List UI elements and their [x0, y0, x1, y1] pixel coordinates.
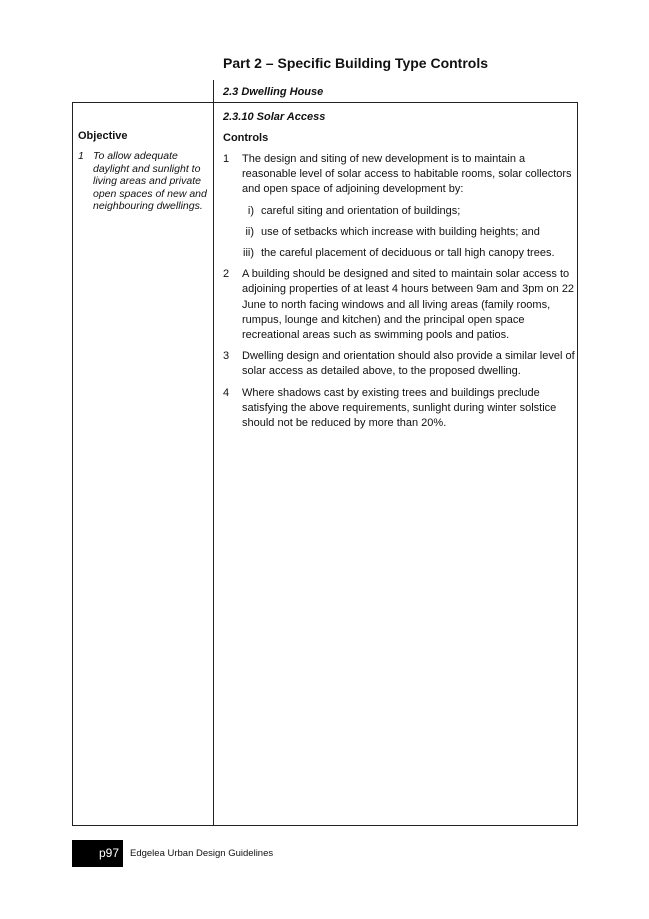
- control-item: [223, 349, 575, 379]
- control-item-text: The design and siting of new development is to maintain a reasonable level of solar access to habitable rooms, solar collectors and open space of adjoining development by:: [242, 153, 572, 196]
- controls-heading: Controls: [223, 132, 269, 144]
- control-item-text: Dwelling design and orientation should also provide a similar level of solar access as detailed above, to the proposed dwelling.: [242, 350, 575, 378]
- control-item: [223, 386, 575, 432]
- sub-item-text: use of setbacks which increase with building heights; and: [261, 225, 540, 238]
- objective-item-number: 1: [78, 150, 84, 162]
- sub-item-numeral: i): [247, 204, 254, 217]
- control-sub-item: [242, 246, 575, 261]
- control-sub-item: [242, 204, 575, 219]
- control-item-number: 4: [223, 386, 230, 399]
- sub-item-numeral: ii): [245, 225, 254, 238]
- page-number-badge: p97: [72, 840, 123, 867]
- control-item-number: 1: [223, 153, 230, 165]
- objective-item: [78, 150, 210, 213]
- objective-heading: Objective: [78, 130, 128, 142]
- part-title: Part 2 – Specific Building Type Controls: [223, 55, 489, 71]
- control-item: [223, 152, 575, 261]
- sub-item-numeral: iii): [243, 247, 254, 260]
- control-item: [223, 267, 575, 343]
- control-item-number: 2: [223, 268, 230, 281]
- content-table: [72, 102, 578, 826]
- section-title: 2.3 Dwelling House: [223, 86, 324, 98]
- column-divider: [213, 103, 214, 825]
- footer-document-title: Edgelea Urban Design Guidelines: [130, 848, 274, 859]
- subsection-title: 2.3.10 Solar Access: [223, 111, 326, 123]
- sub-item-text: careful siting and orientation of buildings;: [261, 204, 461, 217]
- control-item-number: 3: [223, 350, 230, 363]
- sub-item-text: the careful placement of deciduous or tall high canopy trees.: [261, 247, 555, 260]
- control-item-text: Where shadows cast by existing trees and buildings preclude satisfying the above requirements, sunlight during winter solstice should not be reduced by more than 20%.: [242, 386, 557, 430]
- control-sub-item: [242, 225, 575, 240]
- control-item-text: A building should be designed and sited to maintain solar access to adjoining properties of at least 4 hours between 9am and 3pm on 22 June to north facing windows and all living areas (family rooms, rumpus, lounge and kitchen) and the principal open space recreational areas such as swimming pools and patios.: [242, 268, 575, 342]
- control-sub-list: [242, 204, 575, 262]
- controls-list: [223, 152, 575, 437]
- header-divider-line: [213, 80, 214, 103]
- objective-item-text: To allow adequate daylight and sunlight to living areas and private open spaces of new and neighbouring dwellings.: [93, 150, 207, 213]
